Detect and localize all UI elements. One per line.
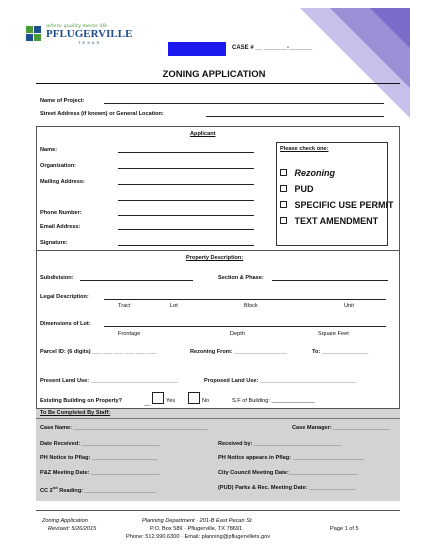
specific-use-label: SPECIFIC USE PERMIT [294,200,394,210]
parcel-id[interactable]: Parcel ID: (6 digits) ___ ___ ___ ___ ___ ___ [40,349,156,355]
yes-underline: __ [144,401,151,407]
legal-unit-label: Unit [344,303,354,309]
organization-field[interactable] [118,163,254,169]
staff-case-manager[interactable]: Case Manager: __________________ [292,425,390,431]
staff-ph-appears[interactable]: PH Notice appears in Pflag: _______________________ [218,455,365,461]
rezoning-from[interactable]: Rezoning From: _________________ [190,349,288,355]
corner-decoration [300,8,410,123]
subdivision-field[interactable] [80,275,193,281]
logo-name: PFLUGERVILLE [46,28,133,40]
option-text-amendment[interactable] [280,211,378,229]
present-land-use[interactable]: Present Land Use: ____________________________ [40,378,178,384]
email-address-field[interactable] [118,224,254,230]
staff-ph-notice[interactable]: PH Notice to Pflag: _____________________ [40,455,158,461]
project-name-label: Name of Project: [40,98,85,104]
footer-rule [36,510,400,511]
signature-field[interactable] [118,240,254,246]
yes-label: Yes [166,398,176,404]
dims-depth-label: Depth [230,331,245,337]
staff-received-by[interactable]: Received by: ____________________________ [218,441,342,447]
rezoning-label: Rezoning [294,168,335,178]
mailing-address-field-2[interactable] [118,195,254,201]
mailing-address-label: Mailing Address: [40,179,85,185]
page-title: ZONING APPLICATION [162,69,266,80]
property-heading: Property Description: [186,255,244,261]
subdivision-label: Subdivision: [40,275,74,281]
pud-checkbox[interactable] [280,185,287,192]
footer-pobox: P.O. Box 589 · Pflugerville, TX 78691 [150,526,243,532]
check-heading: Please check one: [280,146,329,152]
logo [26,23,133,46]
staff-case-name[interactable]: Case Name: ___________________________________________ [40,425,208,431]
footer-revised: Revised: 5/26/2015 [48,526,97,532]
staff-cc-reading[interactable]: CC 2nd Reading: _______________________ [40,485,157,494]
email-address-label: Email Address: [40,224,81,230]
section-phase-label: Section & Phase: [218,275,264,281]
yes-checkbox[interactable] [152,392,164,404]
logo-mark-icon [26,26,42,42]
applicant-name-field[interactable] [118,147,254,153]
phone-number-field[interactable] [118,210,254,216]
specific-use-checkbox[interactable] [280,201,287,208]
legal-description-field[interactable] [104,294,386,300]
staff-city-council[interactable]: City Council Meeting Date:______________________ [218,470,358,476]
legal-tract-label: Tract [118,303,131,309]
title-rule [36,83,400,84]
signature-label: Signature: [40,240,68,246]
text-amendment-checkbox[interactable] [280,217,287,224]
legal-block-label: Block [244,303,258,309]
staff-pz-meeting[interactable]: P&Z Meeting Date: ______________________ [40,470,160,476]
proposed-land-use[interactable]: Proposed Land Use: _______________________________ [204,378,357,384]
staff-heading-rule [36,418,400,419]
text-amendment-label: TEXT AMENDMENT [294,216,379,226]
legal-description-label: Legal Description: [40,294,89,300]
dims-square-feet-label: Square Feet [318,331,349,337]
logo-state: TEXAS [78,40,102,45]
applicant-name-label: Name: [40,147,58,153]
street-address-label: Street Address (if known) or General Location: [40,111,164,117]
case-number: CASE # __ _______-_______ [232,45,313,51]
no-checkbox[interactable] [188,392,200,404]
footer-page: Page 1 of 5 [330,526,359,532]
project-name-field[interactable] [104,98,384,104]
section-phase-field[interactable] [272,275,388,281]
blue-box [168,42,226,56]
footer-contact[interactable]: Phone: 512.990.6300 · Email: planning@pflugervilletx.gov [126,534,271,540]
legal-lot-label: Lot [170,303,178,309]
phone-number-label: Phone Number: [40,210,82,216]
mailing-address-field[interactable] [118,179,254,185]
sf-building[interactable]: S.F of Building: ______________ [232,398,316,404]
applicant-heading: Applicant [190,131,216,137]
pud-label: PUD [294,184,314,194]
footer-doc-name: Zoning Application [42,518,88,524]
dims-frontage-label: Frontage [118,331,141,337]
rezoning-to[interactable]: To: _______________ [312,349,369,355]
dimensions-field[interactable] [104,321,386,327]
existing-building-label: Existing Building on Property? [40,398,123,404]
rezoning-checkbox[interactable] [280,169,287,176]
staff-heading: To Be Completed By Staff: [40,410,111,416]
dimensions-label: Dimensions of Lot: [40,321,91,327]
staff-date-received[interactable]: Date Received: _________________________ [40,441,160,447]
staff-pud-parks[interactable]: (PUD) Parks & Rec. Meeting Date: _______________ [218,485,356,491]
street-address-field[interactable] [206,111,384,117]
footer-dept: Planning Department · 201-B East Pecan St. [142,518,254,524]
organization-label: Organization: [40,163,77,169]
no-label: No [202,398,210,404]
property-rule [36,250,400,251]
logo-tagline: where quality meets life [46,23,108,29]
